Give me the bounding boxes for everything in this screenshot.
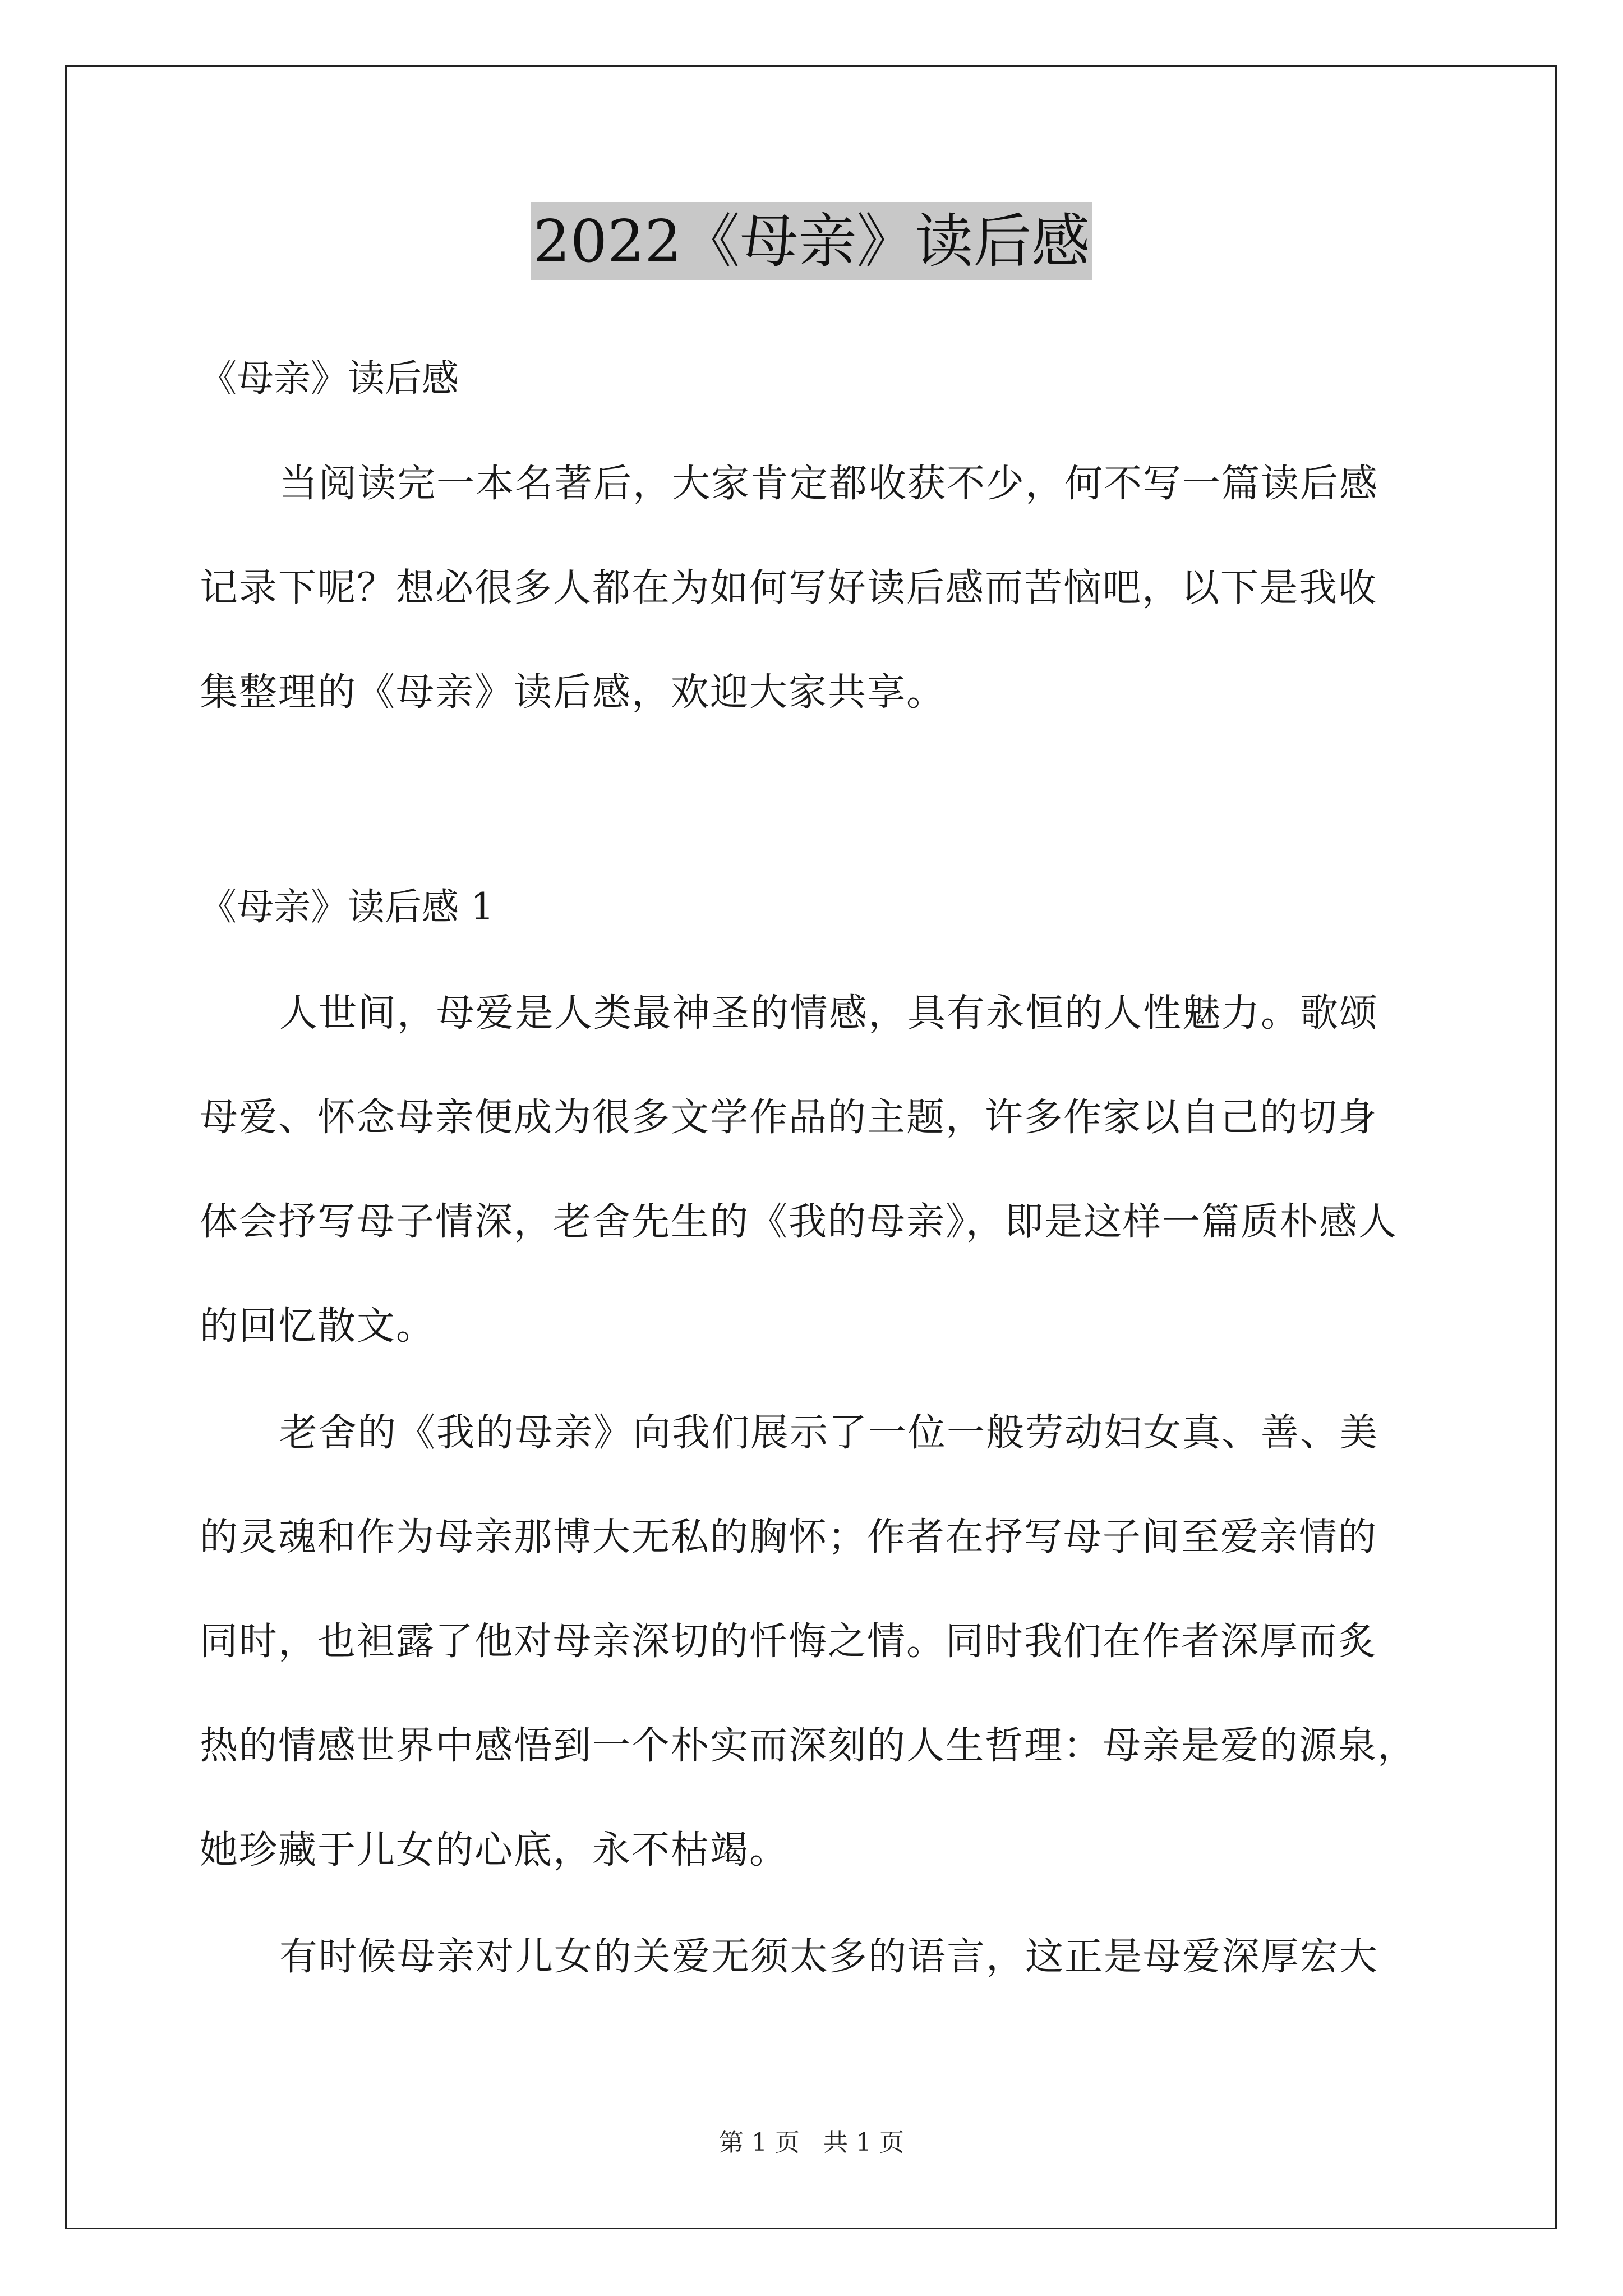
paragraph-line: 热的情感世界中感悟到一个朴实而深刻的人生哲理：母亲是爱的源泉， (200, 1724, 1417, 1768)
page-total: 共 1 页 (823, 2128, 904, 2157)
paragraph-line: 人世间，母爱是人类最神圣的情感，具有永恒的人性魅力。歌颂 (279, 991, 1379, 1036)
paragraph-line: 的回忆散文。 (200, 1304, 436, 1349)
intro-line: 集整理的《母亲》读后感，欢迎大家共享。 (200, 670, 946, 715)
paragraph-line: 同时，也袒露了他对母亲深切的忏悔之情。同时我们在作者深厚而炙 (200, 1619, 1378, 1664)
paragraph-line: 体会抒写母子情深，老舍先生的《我的母亲》，即是这样一篇质朴感人 (200, 1200, 1398, 1244)
paragraph-line: 母爱、怀念母亲便成为很多文学作品的主题，许多作家以自己的切身 (200, 1096, 1378, 1140)
intro-heading: 《母亲》读后感 (200, 357, 459, 400)
page-number: 第 1 页 (719, 2128, 800, 2157)
intro-line: 记录下呢？想必很多人都在为如何写好读后感而苦恼吧，以下是我收 (200, 566, 1378, 610)
paragraph-line: 有时候母亲对儿女的关爱无须太多的语言，这正是母爱深厚宏大 (279, 1935, 1379, 1979)
document-title: 2022《母亲》读后感 (531, 202, 1092, 280)
title-container (0, 202, 1623, 280)
page-footer (0, 2126, 1623, 2160)
paragraph-line: 她珍藏于儿女的心底，永不枯竭。 (200, 1828, 789, 1872)
section-heading: 《母亲》读后感 1 (200, 885, 494, 928)
paragraph-line: 的灵魂和作为母亲那博大无私的胸怀；作者在抒写母子间至爱亲情的 (200, 1515, 1378, 1559)
intro-line: 当阅读完一本名著后，大家肯定都收获不少，何不写一篇读后感 (279, 462, 1379, 506)
paragraph-line: 老舍的《我的母亲》向我们展示了一位一般劳动妇女真、善、美 (279, 1411, 1379, 1455)
